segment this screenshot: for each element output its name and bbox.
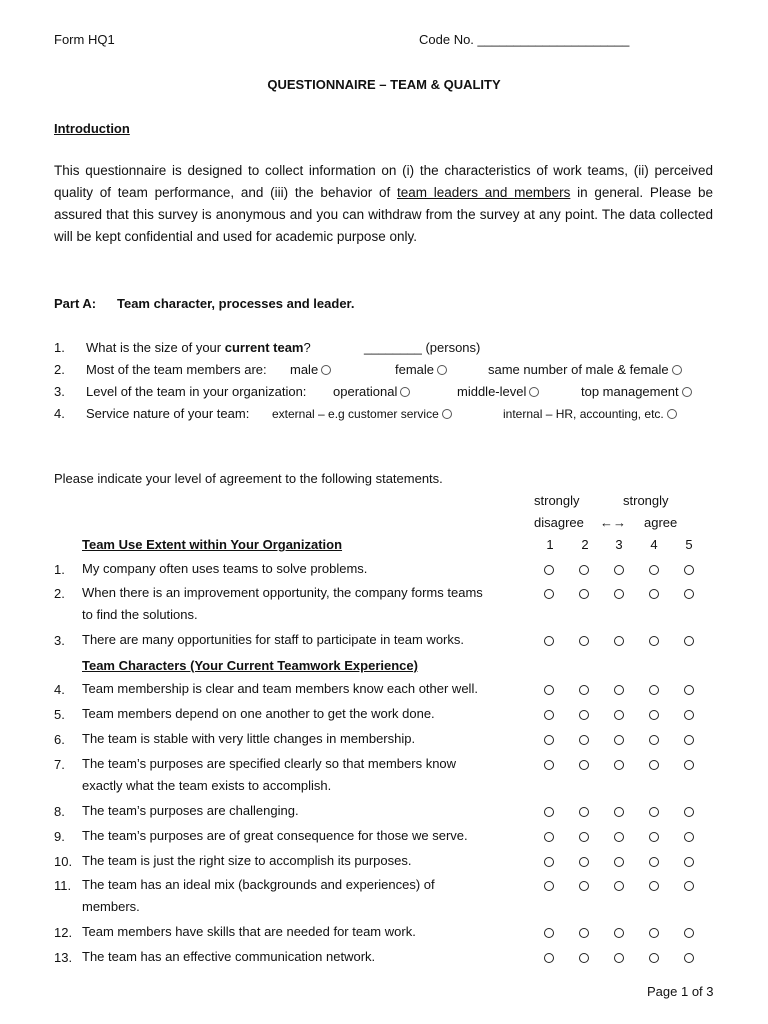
code-number-field[interactable]: Code No. _____________________: [419, 32, 630, 47]
option-label: top management: [581, 384, 679, 399]
rating-option-1[interactable]: [544, 735, 554, 745]
rating-option-3[interactable]: [614, 565, 624, 575]
option-label: same number of male & female: [488, 362, 669, 377]
statement-text: [82, 850, 532, 872]
statement-number: 3.: [54, 633, 65, 648]
scale-number-1: 1: [546, 537, 554, 552]
statement-line-1: The team’s purposes are specified clearly so that members know: [82, 756, 457, 771]
statement-number: 8.: [54, 804, 65, 819]
statement-number: 7.: [54, 757, 65, 772]
option-male[interactable]: [290, 362, 331, 377]
statement-text: [82, 825, 532, 847]
option-label: male: [290, 362, 319, 377]
rating-option-1[interactable]: [544, 589, 554, 599]
rating-option-3[interactable]: [614, 589, 624, 599]
question-number: 1.: [54, 340, 65, 355]
statement-text: [82, 753, 532, 797]
radio-middle-level[interactable]: [529, 387, 539, 397]
statement-line-1: The team has an effective communication network.: [82, 949, 376, 964]
rating-option-1[interactable]: [544, 710, 554, 720]
rating-option-5[interactable]: [684, 807, 694, 817]
scale-arrow-icon: ←→: [600, 515, 626, 530]
statement-number: 10.: [54, 854, 73, 869]
part-a-title: Team character, processes and leader.: [117, 296, 355, 311]
rating-option-2[interactable]: [579, 636, 589, 646]
option-external[interactable]: [272, 407, 452, 421]
rating-option-5[interactable]: [684, 735, 694, 745]
statement-number: 13.: [54, 950, 73, 965]
rating-option-1[interactable]: [544, 685, 554, 695]
statement-line-1: The team is stable with very little changes in membership.: [82, 731, 416, 746]
statement-number: 2.: [54, 586, 65, 601]
scale-number-2: 2: [581, 537, 589, 552]
statement-line-2: to find the solutions.: [82, 607, 198, 622]
statement-text: [82, 921, 532, 943]
question-number: 4.: [54, 406, 65, 421]
rating-option-2[interactable]: [579, 857, 589, 867]
option-internal[interactable]: [503, 407, 677, 421]
rating-option-4[interactable]: [649, 857, 659, 867]
rating-option-4[interactable]: [649, 832, 659, 842]
rating-option-2[interactable]: [579, 832, 589, 842]
rating-option-4[interactable]: [649, 735, 659, 745]
rating-option-2[interactable]: [579, 881, 589, 891]
q1-text-pre: What is the size of your: [86, 340, 225, 355]
option-label: internal – HR, accounting, etc.: [503, 407, 664, 421]
scale-agree: agree: [644, 515, 678, 530]
scale-number-3: 3: [615, 537, 623, 552]
team-size-input[interactable]: ________ (persons): [364, 340, 481, 355]
q1-text-bold: current team: [224, 340, 304, 355]
option-label: operational: [333, 384, 398, 399]
rating-option-2[interactable]: [579, 928, 589, 938]
radio-external[interactable]: [442, 409, 452, 419]
statement-number: 1.: [54, 562, 65, 577]
option-label: female: [395, 362, 435, 377]
rating-option-2[interactable]: [579, 589, 589, 599]
rating-option-3[interactable]: [614, 881, 624, 891]
scale-strongly-left: strongly: [534, 493, 580, 508]
rating-option-5[interactable]: [684, 710, 694, 720]
statement-line-1: Team members have skills that are needed for team work.: [82, 924, 416, 939]
page-number: Page 1 of 3: [647, 984, 714, 999]
rating-option-1[interactable]: [544, 857, 554, 867]
statement-number: 4.: [54, 682, 65, 697]
rating-option-4[interactable]: [649, 928, 659, 938]
question-1-text: [86, 340, 311, 355]
introduction-paragraph: [54, 160, 713, 248]
rating-option-1[interactable]: [544, 565, 554, 575]
agreement-instruction: Please indicate your level of agreement to the following statements.: [54, 471, 443, 486]
option-middle-level[interactable]: [457, 384, 539, 399]
rating-option-5[interactable]: [684, 928, 694, 938]
statement-text: [82, 582, 532, 626]
rating-option-1[interactable]: [544, 807, 554, 817]
statement-line-1: The team’s purposes are challenging.: [82, 803, 299, 818]
statement-text: [82, 946, 532, 968]
rating-option-1[interactable]: [544, 760, 554, 770]
rating-option-5[interactable]: [684, 565, 694, 575]
scale-number-5: 5: [685, 537, 693, 552]
statement-text: [82, 874, 532, 918]
rating-option-3[interactable]: [614, 685, 624, 695]
rating-option-3[interactable]: [614, 953, 624, 963]
option-label: middle-level: [457, 384, 527, 399]
section-team-characters-heading: Team Characters (Your Current Teamwork Experience): [82, 658, 418, 673]
statement-line-1: Team membership is clear and team members know each other well.: [82, 681, 478, 696]
rating-option-4[interactable]: [649, 881, 659, 891]
rating-option-2[interactable]: [579, 760, 589, 770]
statement-text: [82, 678, 532, 700]
statement-text: [82, 800, 532, 822]
statement-text: [82, 629, 532, 651]
rating-option-4[interactable]: [649, 953, 659, 963]
page-title: QUESTIONNAIRE – TEAM & QUALITY: [267, 77, 501, 92]
question-3-text: Level of the team in your organization:: [86, 384, 307, 399]
rating-option-3[interactable]: [614, 636, 624, 646]
rating-option-5[interactable]: [684, 685, 694, 695]
scale-number-4: 4: [650, 537, 658, 552]
rating-option-5[interactable]: [684, 760, 694, 770]
radio-male[interactable]: [321, 365, 331, 375]
section-team-use-heading: Team Use Extent within Your Organization: [82, 537, 343, 552]
statement-number: 5.: [54, 707, 65, 722]
rating-option-1[interactable]: [544, 881, 554, 891]
statement-number: 9.: [54, 829, 65, 844]
rating-option-5[interactable]: [684, 589, 694, 599]
statement-number: 12.: [54, 925, 73, 940]
option-label: external – e.g customer service: [272, 407, 439, 421]
rating-option-5[interactable]: [684, 636, 694, 646]
intro-text-1: This questionnaire is designed to collect information on (i) the characteristics of work teams, (ii) perceived quality of team performance, and (iii) the behavior of: [54, 163, 713, 200]
statement-line-1: The team’s purposes are of great consequence for those we serve.: [82, 828, 468, 843]
radio-female[interactable]: [437, 365, 447, 375]
question-4-text: Service nature of your team:: [86, 406, 250, 421]
intro-underlined-text: team leaders and members: [397, 185, 571, 200]
radio-equal-gender[interactable]: [672, 365, 682, 375]
rating-option-3[interactable]: [614, 857, 624, 867]
statement-number: 11.: [54, 878, 72, 893]
form-id: Form HQ1: [54, 32, 115, 47]
radio-top-management[interactable]: [682, 387, 692, 397]
question-2-text: Most of the team members are:: [86, 362, 267, 377]
statement-line-2: members.: [82, 899, 140, 914]
option-top-management[interactable]: [581, 384, 692, 399]
scale-disagree: disagree: [534, 515, 584, 530]
statement-text: [82, 558, 532, 580]
rating-option-2[interactable]: [579, 807, 589, 817]
rating-option-4[interactable]: [649, 636, 659, 646]
rating-option-2[interactable]: [579, 953, 589, 963]
statement-line-1: When there is an improvement opportunity, the company forms teams: [82, 585, 483, 600]
radio-operational[interactable]: [400, 387, 410, 397]
rating-option-5[interactable]: [684, 953, 694, 963]
rating-option-1[interactable]: [544, 832, 554, 842]
rating-option-1[interactable]: [544, 636, 554, 646]
radio-internal[interactable]: [667, 409, 677, 419]
rating-option-3[interactable]: [614, 735, 624, 745]
part-a-label: Part A:: [54, 296, 97, 311]
statement-text: [82, 703, 532, 725]
statement-number: 6.: [54, 732, 65, 747]
question-number: 3.: [54, 384, 65, 399]
introduction-heading: Introduction: [54, 121, 130, 136]
rating-option-4[interactable]: [649, 565, 659, 575]
rating-option-2[interactable]: [579, 710, 589, 720]
rating-option-3[interactable]: [614, 760, 624, 770]
statement-line-1: There are many opportunities for staff to participate in team works.: [82, 632, 464, 647]
rating-option-5[interactable]: [684, 881, 694, 891]
option-operational[interactable]: [333, 384, 410, 399]
rating-option-5[interactable]: [684, 832, 694, 842]
rating-option-5[interactable]: [684, 857, 694, 867]
rating-option-3[interactable]: [614, 807, 624, 817]
question-number: 2.: [54, 362, 65, 377]
statement-line-1: The team is just the right size to accomplish its purposes.: [82, 853, 412, 868]
rating-option-4[interactable]: [649, 807, 659, 817]
scale-strongly-right: strongly: [623, 493, 669, 508]
option-female[interactable]: [395, 362, 447, 377]
rating-option-4[interactable]: [649, 760, 659, 770]
statement-line-1: Team members depend on one another to get the work done.: [82, 706, 435, 721]
rating-option-4[interactable]: [649, 710, 659, 720]
rating-option-1[interactable]: [544, 953, 554, 963]
rating-option-2[interactable]: [579, 735, 589, 745]
statement-line-1: The team has an ideal mix (backgrounds and experiences) of: [82, 877, 435, 892]
rating-option-3[interactable]: [614, 710, 624, 720]
statement-line-2: exactly what the team exists to accomplish.: [82, 778, 332, 793]
intro-text-2: in general. Please be assured that this survey is anonymous and you can withdraw from the survey at any point. The data collected will be kept confidential and used for academic purpose only.: [54, 185, 713, 244]
statement-line-1: My company often uses teams to solve problems.: [82, 561, 368, 576]
rating-option-1[interactable]: [544, 928, 554, 938]
rating-option-2[interactable]: [579, 685, 589, 695]
rating-option-4[interactable]: [649, 589, 659, 599]
rating-option-4[interactable]: [649, 685, 659, 695]
option-equal-gender[interactable]: [488, 362, 682, 377]
rating-option-3[interactable]: [614, 928, 624, 938]
statement-text: [82, 728, 532, 750]
q1-text-post: ?: [303, 340, 311, 355]
rating-option-3[interactable]: [614, 832, 624, 842]
rating-option-2[interactable]: [579, 565, 589, 575]
